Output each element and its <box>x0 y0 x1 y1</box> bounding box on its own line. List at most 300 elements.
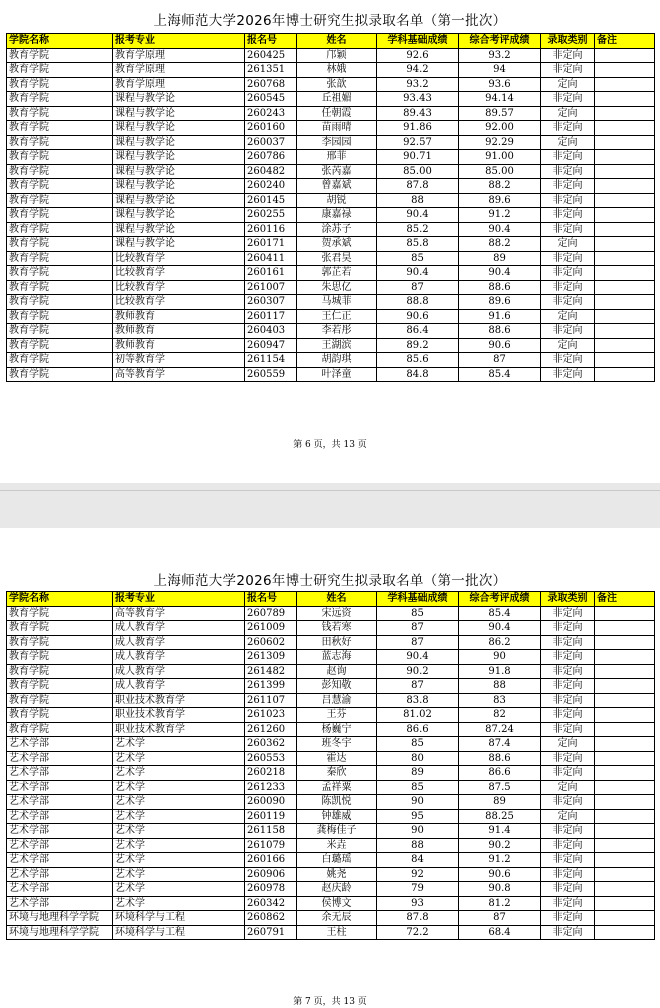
cell-reg-no: 260411 <box>245 251 297 266</box>
cell-name: 李若彤 <box>297 324 377 339</box>
cell-overall-score: 92.00 <box>459 121 541 136</box>
cell-college: 教育学院 <box>7 338 113 353</box>
cell-overall-score: 90.6 <box>459 338 541 353</box>
cell-remarks <box>595 338 655 353</box>
column-header-name: 姓名 <box>297 34 377 49</box>
cell-college: 教育学院 <box>7 295 113 310</box>
cell-overall-score: 91.00 <box>459 150 541 165</box>
cell-subject-score: 90 <box>377 795 459 810</box>
cell-admission-type: 非定向 <box>541 266 595 281</box>
cell-remarks <box>595 48 655 63</box>
cell-college: 教育学院 <box>7 208 113 223</box>
cell-overall-score: 86.6 <box>459 766 541 781</box>
cell-major: 比较教育学 <box>113 295 245 310</box>
cell-overall-score: 93.6 <box>459 77 541 92</box>
cell-college: 教育学院 <box>7 664 113 679</box>
cell-overall-score: 89.57 <box>459 106 541 121</box>
cell-subject-score: 87.8 <box>377 179 459 194</box>
cell-college: 教育学院 <box>7 708 113 723</box>
table-row <box>7 92 655 107</box>
cell-major: 艺术学 <box>113 824 245 839</box>
cell-remarks <box>595 795 655 810</box>
cell-name: 郭芷若 <box>297 266 377 281</box>
cell-admission-type: 非定向 <box>541 193 595 208</box>
cell-admission-type: 定向 <box>541 77 595 92</box>
cell-subject-score: 83.8 <box>377 693 459 708</box>
cell-overall-score: 88.2 <box>459 179 541 194</box>
cell-major: 高等教育学 <box>113 606 245 621</box>
table-row <box>7 621 655 636</box>
cell-admission-type: 定向 <box>541 135 595 150</box>
table-row <box>7 867 655 882</box>
table-row <box>7 63 655 78</box>
cell-college: 教育学院 <box>7 164 113 179</box>
cell-name: 彭知敬 <box>297 679 377 694</box>
cell-major: 艺术学 <box>113 766 245 781</box>
cell-college: 教育学院 <box>7 193 113 208</box>
cell-admission-type: 非定向 <box>541 48 595 63</box>
cell-college: 艺术学部 <box>7 882 113 897</box>
cell-major: 成人教育学 <box>113 635 245 650</box>
page-footer: 第 6 页，共 13 页 <box>293 440 367 450</box>
table-row <box>7 309 655 324</box>
table-row <box>7 150 655 165</box>
cell-reg-no: 261107 <box>245 693 297 708</box>
cell-name: 赵庆龄 <box>297 882 377 897</box>
cell-overall-score: 82 <box>459 708 541 723</box>
table-row <box>7 251 655 266</box>
column-header-overall-score: 综合考评成绩 <box>459 34 541 49</box>
cell-college: 艺术学部 <box>7 766 113 781</box>
cell-reg-no: 260403 <box>245 324 297 339</box>
cell-college: 教育学院 <box>7 222 113 237</box>
cell-subject-score: 85.2 <box>377 222 459 237</box>
cell-overall-score: 93.2 <box>459 48 541 63</box>
cell-college: 教育学院 <box>7 606 113 621</box>
cell-remarks <box>595 179 655 194</box>
cell-subject-score: 80 <box>377 751 459 766</box>
cell-major: 职业技术教育学 <box>113 708 245 723</box>
cell-overall-score: 91.6 <box>459 309 541 324</box>
cell-overall-score: 92.29 <box>459 135 541 150</box>
table-body <box>7 48 655 382</box>
cell-reg-no: 260161 <box>245 266 297 281</box>
table-header-row <box>7 34 655 49</box>
cell-admission-type: 非定向 <box>541 911 595 926</box>
cell-reg-no: 260791 <box>245 925 297 940</box>
column-header-remarks: 备注 <box>595 592 655 607</box>
cell-remarks <box>595 324 655 339</box>
table-row <box>7 179 655 194</box>
cell-overall-score: 94 <box>459 63 541 78</box>
cell-admission-type: 非定向 <box>541 693 595 708</box>
cell-major: 环境科学与工程 <box>113 925 245 940</box>
column-header-college: 学院名称 <box>7 34 113 49</box>
cell-admission-type: 非定向 <box>541 824 595 839</box>
cell-overall-score: 87.4 <box>459 737 541 752</box>
cell-reg-no: 261399 <box>245 679 297 694</box>
cell-reg-no: 260862 <box>245 911 297 926</box>
cell-major: 教师教育 <box>113 338 245 353</box>
cell-remarks <box>595 63 655 78</box>
cell-reg-no: 260307 <box>245 295 297 310</box>
cell-reg-no: 261009 <box>245 621 297 636</box>
cell-reg-no: 260947 <box>245 338 297 353</box>
cell-college: 教育学院 <box>7 635 113 650</box>
cell-major: 艺术学 <box>113 867 245 882</box>
cell-remarks <box>595 135 655 150</box>
cell-overall-score: 90.8 <box>459 882 541 897</box>
cell-reg-no: 261079 <box>245 838 297 853</box>
cell-reg-no: 260119 <box>245 809 297 824</box>
cell-reg-no: 261260 <box>245 722 297 737</box>
cell-name: 朱思亿 <box>297 280 377 295</box>
cell-admission-type: 非定向 <box>541 621 595 636</box>
cell-subject-score: 89 <box>377 766 459 781</box>
cell-name: 杨巍宁 <box>297 722 377 737</box>
cell-subject-score: 90.4 <box>377 650 459 665</box>
table-row <box>7 295 655 310</box>
table-row <box>7 795 655 810</box>
cell-remarks <box>595 780 655 795</box>
cell-admission-type: 非定向 <box>541 280 595 295</box>
cell-major: 课程与教学论 <box>113 150 245 165</box>
cell-remarks <box>595 237 655 252</box>
cell-major: 课程与教学论 <box>113 208 245 223</box>
cell-subject-score: 91.86 <box>377 121 459 136</box>
cell-remarks <box>595 664 655 679</box>
cell-remarks <box>595 266 655 281</box>
cell-name: 秦欣 <box>297 766 377 781</box>
cell-major: 比较教育学 <box>113 266 245 281</box>
admission-table <box>6 33 655 382</box>
cell-college: 教育学院 <box>7 77 113 92</box>
cell-subject-score: 85.00 <box>377 164 459 179</box>
cell-subject-score: 92.6 <box>377 48 459 63</box>
cell-overall-score: 88 <box>459 679 541 694</box>
cell-subject-score: 87 <box>377 621 459 636</box>
cell-remarks <box>595 708 655 723</box>
cell-overall-score: 91.2 <box>459 853 541 868</box>
table-row <box>7 266 655 281</box>
cell-college: 艺术学部 <box>7 896 113 911</box>
cell-subject-score: 92.57 <box>377 135 459 150</box>
cell-remarks <box>595 824 655 839</box>
cell-major: 课程与教学论 <box>113 135 245 150</box>
cell-name: 张君昊 <box>297 251 377 266</box>
cell-overall-score: 89.6 <box>459 295 541 310</box>
cell-admission-type: 非定向 <box>541 867 595 882</box>
table-row <box>7 809 655 824</box>
cell-admission-type: 非定向 <box>541 766 595 781</box>
table-header-row <box>7 592 655 607</box>
cell-admission-type: 定向 <box>541 309 595 324</box>
table-row <box>7 708 655 723</box>
cell-remarks <box>595 77 655 92</box>
column-header-major: 报考专业 <box>113 34 245 49</box>
cell-remarks <box>595 650 655 665</box>
cell-reg-no: 260559 <box>245 367 297 382</box>
cell-subject-score: 84 <box>377 853 459 868</box>
cell-admission-type: 非定向 <box>541 751 595 766</box>
cell-admission-type: 非定向 <box>541 179 595 194</box>
cell-name: 白璐瑶 <box>297 853 377 868</box>
table-row <box>7 679 655 694</box>
cell-overall-score: 90.6 <box>459 867 541 882</box>
cell-reg-no: 260037 <box>245 135 297 150</box>
cell-major: 课程与教学论 <box>113 222 245 237</box>
cell-reg-no: 261023 <box>245 708 297 723</box>
cell-subject-score: 81.02 <box>377 708 459 723</box>
table-row <box>7 693 655 708</box>
cell-reg-no: 260545 <box>245 92 297 107</box>
cell-major: 职业技术教育学 <box>113 693 245 708</box>
cell-reg-no: 260786 <box>245 150 297 165</box>
column-header-major: 报考专业 <box>113 592 245 607</box>
cell-admission-type: 定向 <box>541 338 595 353</box>
cell-college: 环境与地理科学学院 <box>7 925 113 940</box>
cell-major: 教师教育 <box>113 309 245 324</box>
cell-major: 课程与教学论 <box>113 121 245 136</box>
cell-reg-no: 261007 <box>245 280 297 295</box>
cell-overall-score: 87.24 <box>459 722 541 737</box>
cell-major: 艺术学 <box>113 795 245 810</box>
cell-subject-score: 86.6 <box>377 722 459 737</box>
table-row <box>7 353 655 368</box>
cell-name: 姚尧 <box>297 867 377 882</box>
cell-college: 教育学院 <box>7 722 113 737</box>
cell-admission-type: 非定向 <box>541 92 595 107</box>
cell-admission-type: 非定向 <box>541 882 595 897</box>
cell-subject-score: 85.6 <box>377 353 459 368</box>
cell-major: 艺术学 <box>113 882 245 897</box>
cell-subject-score: 90.4 <box>377 266 459 281</box>
column-header-admission-type: 录取类别 <box>541 592 595 607</box>
table-body <box>7 606 655 940</box>
cell-college: 教育学院 <box>7 266 113 281</box>
cell-subject-score: 90.2 <box>377 664 459 679</box>
cell-remarks <box>595 737 655 752</box>
cell-major: 教师教育 <box>113 324 245 339</box>
cell-college: 艺术学部 <box>7 737 113 752</box>
cell-major: 环境科学与工程 <box>113 911 245 926</box>
page-title: 上海师范大学2026年博士研究生拟录取名单（第一批次） <box>153 13 507 29</box>
cell-remarks <box>595 92 655 107</box>
cell-college: 教育学院 <box>7 121 113 136</box>
cell-major: 艺术学 <box>113 838 245 853</box>
cell-name: 米垚 <box>297 838 377 853</box>
column-header-college: 学院名称 <box>7 592 113 607</box>
page-7 <box>0 528 660 1008</box>
cell-remarks <box>595 896 655 911</box>
cell-overall-score: 85.4 <box>459 606 541 621</box>
cell-subject-score: 84.8 <box>377 367 459 382</box>
table-row <box>7 896 655 911</box>
cell-overall-score: 86.2 <box>459 635 541 650</box>
cell-subject-score: 94.2 <box>377 63 459 78</box>
cell-overall-score: 87.5 <box>459 780 541 795</box>
cell-subject-score: 86.4 <box>377 324 459 339</box>
cell-overall-score: 68.4 <box>459 925 541 940</box>
admission-table <box>6 591 655 940</box>
cell-remarks <box>595 251 655 266</box>
cell-reg-no: 260090 <box>245 795 297 810</box>
column-header-remarks: 备注 <box>595 34 655 49</box>
cell-subject-score: 93 <box>377 896 459 911</box>
cell-remarks <box>595 164 655 179</box>
cell-reg-no: 260116 <box>245 222 297 237</box>
cell-college: 教育学院 <box>7 179 113 194</box>
cell-overall-score: 89.6 <box>459 193 541 208</box>
cell-subject-score: 89.2 <box>377 338 459 353</box>
cell-college: 艺术学部 <box>7 838 113 853</box>
cell-major: 成人教育学 <box>113 679 245 694</box>
cell-major: 高等教育学 <box>113 367 245 382</box>
column-header-subject-score: 学科基础成绩 <box>377 34 459 49</box>
table-row <box>7 882 655 897</box>
cell-admission-type: 非定向 <box>541 635 595 650</box>
cell-admission-type: 非定向 <box>541 838 595 853</box>
cell-major: 教育学原理 <box>113 63 245 78</box>
cell-admission-type: 非定向 <box>541 925 595 940</box>
table-row <box>7 193 655 208</box>
table-row <box>7 280 655 295</box>
cell-remarks <box>595 193 655 208</box>
cell-overall-score: 81.2 <box>459 896 541 911</box>
cell-name: 苗雨晴 <box>297 121 377 136</box>
page-separator-line <box>0 490 660 491</box>
cell-admission-type: 非定向 <box>541 63 595 78</box>
cell-major: 课程与教学论 <box>113 106 245 121</box>
cell-college: 艺术学部 <box>7 795 113 810</box>
column-header-subject-score: 学科基础成绩 <box>377 592 459 607</box>
cell-remarks <box>595 766 655 781</box>
cell-college: 艺术学部 <box>7 809 113 824</box>
cell-subject-score: 85 <box>377 780 459 795</box>
cell-overall-score: 90.2 <box>459 838 541 853</box>
cell-overall-score: 88.6 <box>459 280 541 295</box>
table-row <box>7 664 655 679</box>
cell-name: 龚梅佳子 <box>297 824 377 839</box>
cell-reg-no: 261309 <box>245 650 297 665</box>
cell-reg-no: 261154 <box>245 353 297 368</box>
cell-remarks <box>595 222 655 237</box>
cell-name: 胡锐 <box>297 193 377 208</box>
cell-remarks <box>595 150 655 165</box>
cell-name: 侯博文 <box>297 896 377 911</box>
cell-admission-type: 定向 <box>541 237 595 252</box>
table-row <box>7 766 655 781</box>
cell-reg-no: 261482 <box>245 664 297 679</box>
cell-major: 艺术学 <box>113 737 245 752</box>
table-row <box>7 164 655 179</box>
table-row <box>7 838 655 853</box>
cell-college: 教育学院 <box>7 48 113 63</box>
cell-name: 张歆 <box>297 77 377 92</box>
cell-college: 艺术学部 <box>7 751 113 766</box>
cell-major: 比较教育学 <box>113 280 245 295</box>
cell-remarks <box>595 867 655 882</box>
cell-remarks <box>595 911 655 926</box>
cell-reg-no: 260255 <box>245 208 297 223</box>
cell-remarks <box>595 693 655 708</box>
cell-admission-type: 非定向 <box>541 121 595 136</box>
table-row <box>7 77 655 92</box>
cell-major: 成人教育学 <box>113 621 245 636</box>
cell-reg-no: 260768 <box>245 77 297 92</box>
cell-college: 艺术学部 <box>7 867 113 882</box>
cell-remarks <box>595 621 655 636</box>
column-header-name: 姓名 <box>297 592 377 607</box>
page-footer: 第 7 页，共 13 页 <box>293 997 367 1007</box>
cell-name: 涂苏子 <box>297 222 377 237</box>
cell-name: 曾嘉斌 <box>297 179 377 194</box>
cell-college: 艺术学部 <box>7 780 113 795</box>
cell-college: 艺术学部 <box>7 824 113 839</box>
cell-overall-score: 94.14 <box>459 92 541 107</box>
cell-admission-type: 非定向 <box>541 853 595 868</box>
table-row <box>7 338 655 353</box>
cell-subject-score: 88 <box>377 838 459 853</box>
cell-overall-score: 88.25 <box>459 809 541 824</box>
cell-name: 马城菲 <box>297 295 377 310</box>
table-row <box>7 367 655 382</box>
cell-subject-score: 95 <box>377 809 459 824</box>
cell-name: 孟祥粟 <box>297 780 377 795</box>
cell-college: 教育学院 <box>7 280 113 295</box>
cell-subject-score: 85 <box>377 737 459 752</box>
cell-name: 任朝霞 <box>297 106 377 121</box>
table-row <box>7 911 655 926</box>
cell-college: 教育学院 <box>7 237 113 252</box>
column-header-admission-type: 录取类别 <box>541 34 595 49</box>
table-row <box>7 650 655 665</box>
cell-subject-score: 85.8 <box>377 237 459 252</box>
cell-name: 余无辰 <box>297 911 377 926</box>
cell-name: 贺承斌 <box>297 237 377 252</box>
cell-name: 吕慧渝 <box>297 693 377 708</box>
cell-subject-score: 90.6 <box>377 309 459 324</box>
cell-overall-score: 91.4 <box>459 824 541 839</box>
column-header-reg-no: 报名号 <box>245 592 297 607</box>
cell-overall-score: 90 <box>459 650 541 665</box>
cell-reg-no: 260602 <box>245 635 297 650</box>
column-header-reg-no: 报名号 <box>245 34 297 49</box>
cell-overall-score: 87 <box>459 353 541 368</box>
cell-name: 钟雄威 <box>297 809 377 824</box>
cell-name: 张芮嘉 <box>297 164 377 179</box>
cell-name: 王芬 <box>297 708 377 723</box>
cell-reg-no: 261351 <box>245 63 297 78</box>
cell-major: 课程与教学论 <box>113 179 245 194</box>
cell-subject-score: 88.8 <box>377 295 459 310</box>
cell-major: 课程与教学论 <box>113 193 245 208</box>
cell-college: 教育学院 <box>7 150 113 165</box>
cell-remarks <box>595 882 655 897</box>
cell-admission-type: 定向 <box>541 780 595 795</box>
cell-overall-score: 87 <box>459 911 541 926</box>
cell-major: 教育学原理 <box>113 77 245 92</box>
cell-admission-type: 非定向 <box>541 150 595 165</box>
cell-name: 班冬宇 <box>297 737 377 752</box>
cell-overall-score: 89 <box>459 795 541 810</box>
cell-admission-type: 定向 <box>541 737 595 752</box>
cell-reg-no: 260240 <box>245 179 297 194</box>
table-row <box>7 48 655 63</box>
cell-overall-score: 91.8 <box>459 664 541 679</box>
cell-major: 教育学原理 <box>113 48 245 63</box>
cell-name: 蓝志海 <box>297 650 377 665</box>
